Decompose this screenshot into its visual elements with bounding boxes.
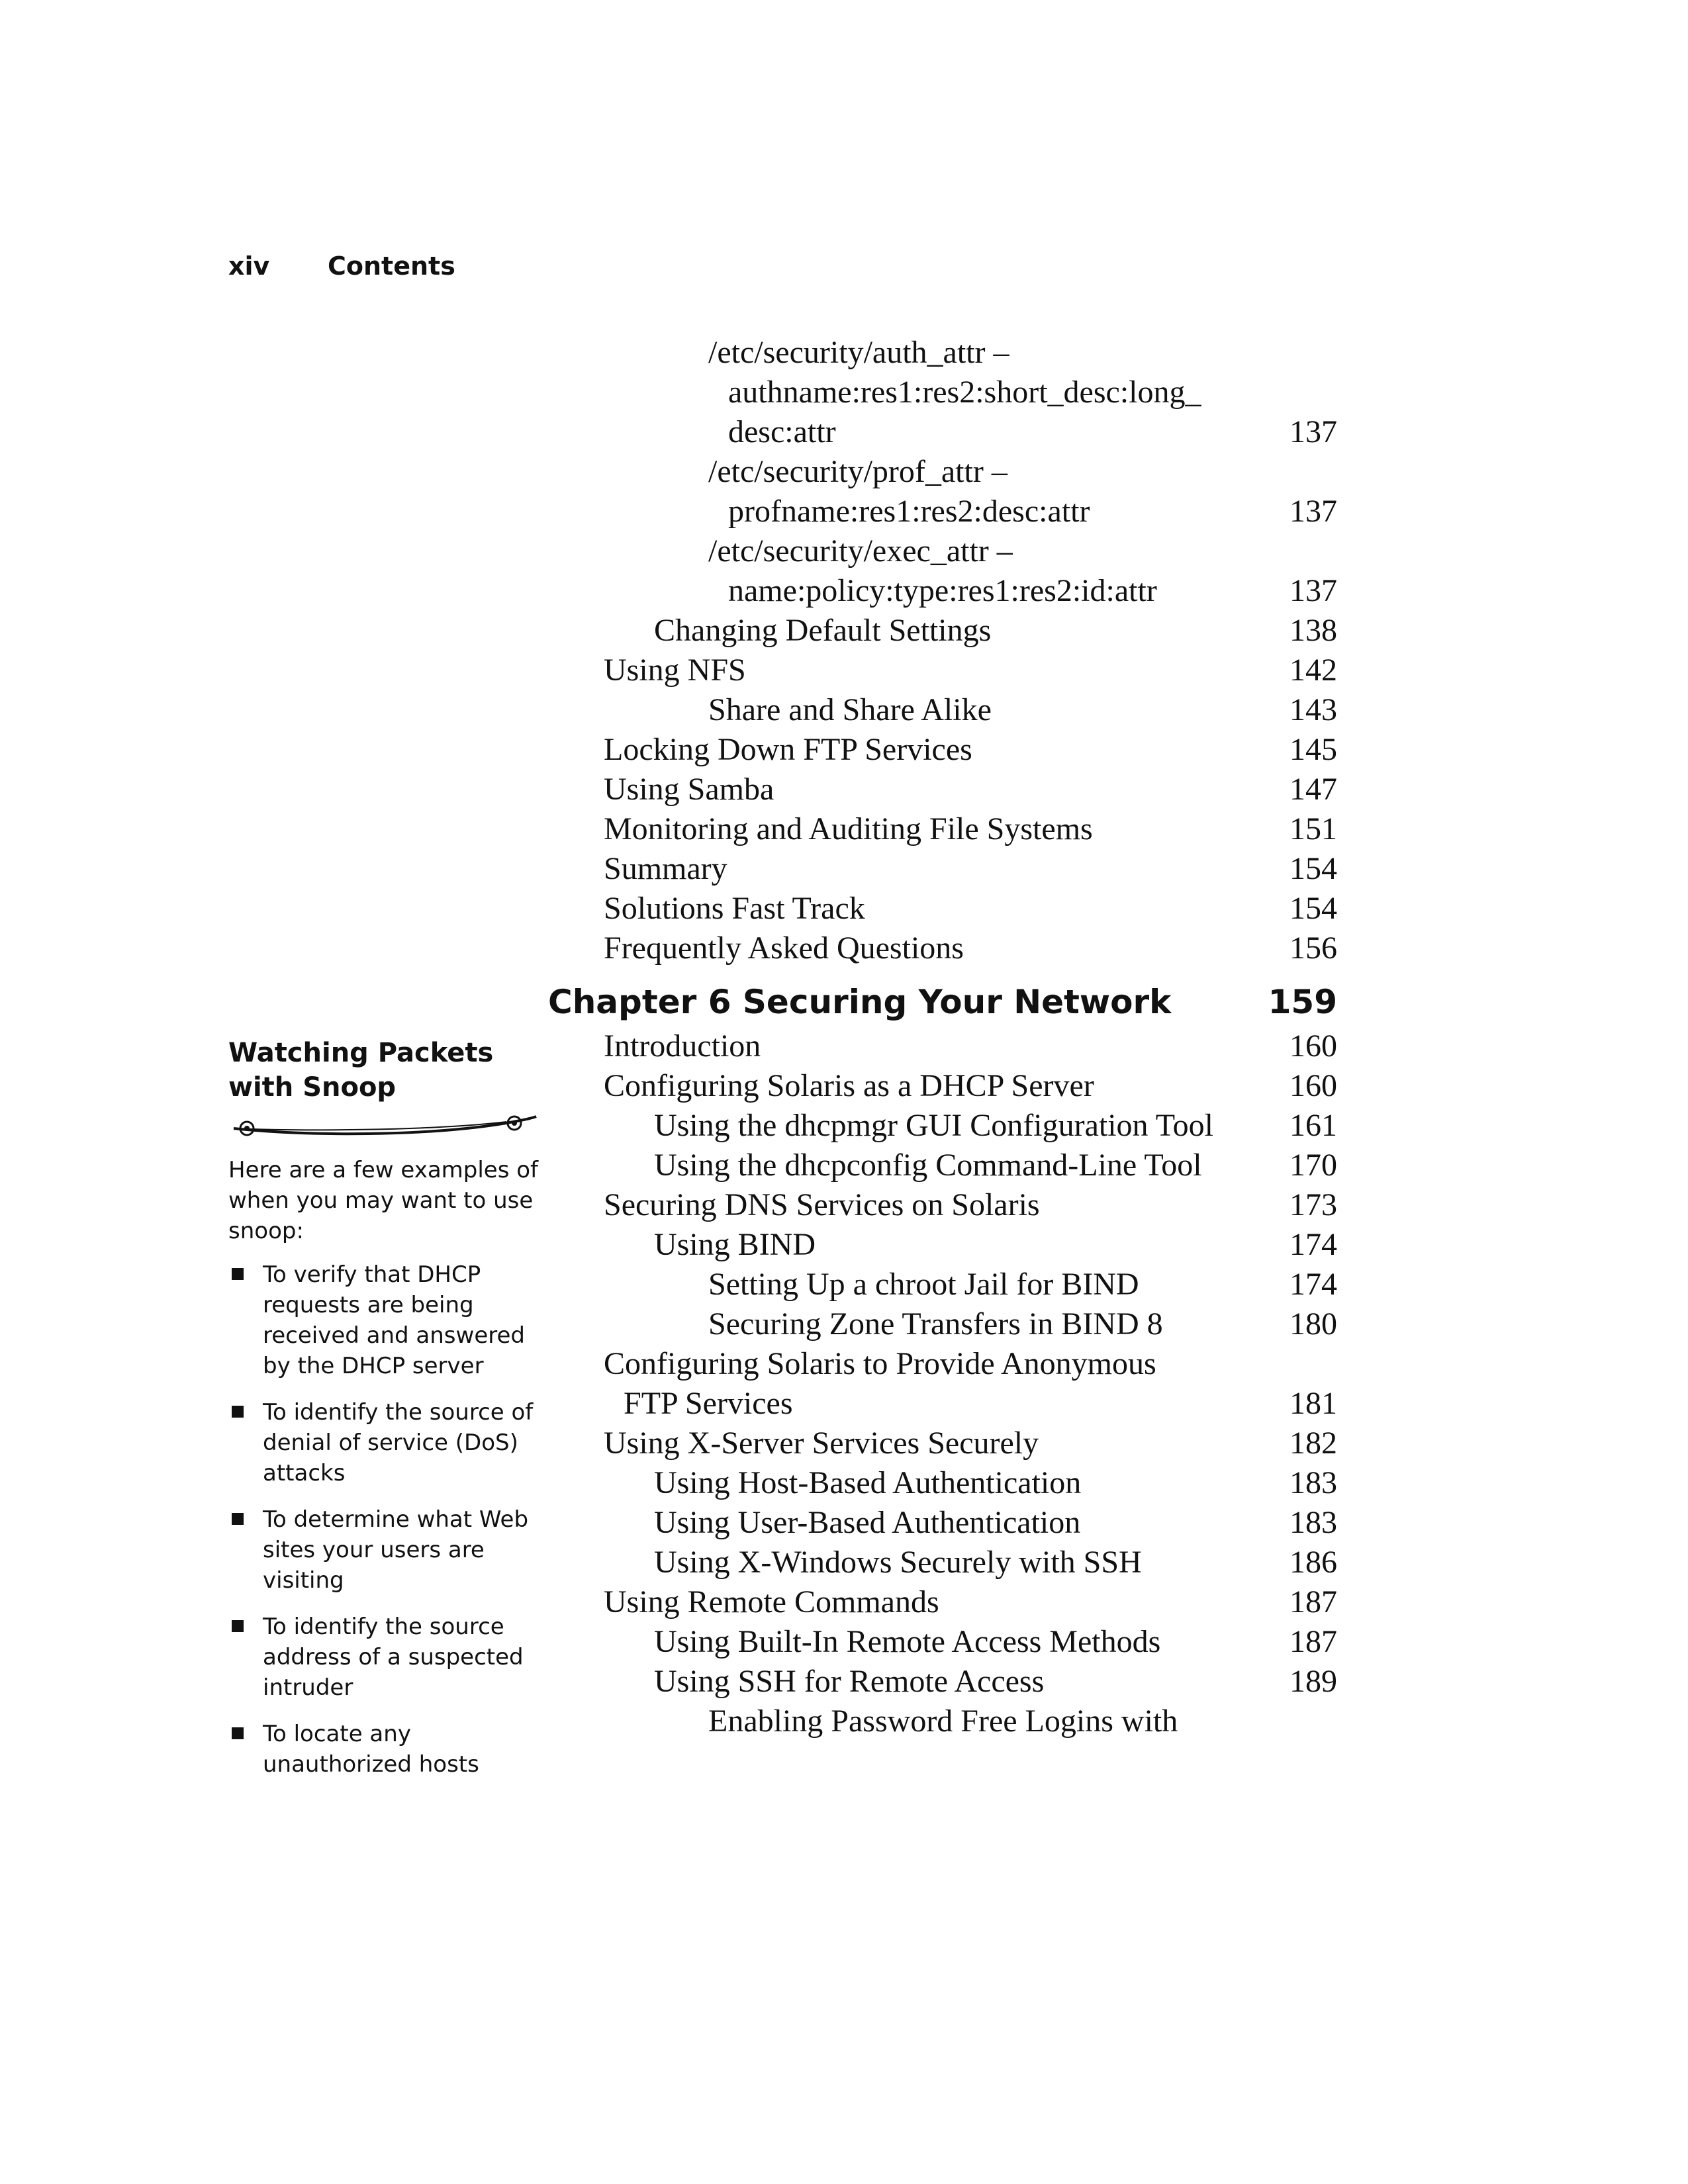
toc-entry: Using User-Based Authentication 183	[654, 1505, 1337, 1540]
toc-entry: Introduction 160	[604, 1028, 1337, 1064]
toc-entry: Using Built-In Remote Access Methods 187	[654, 1624, 1337, 1659]
toc-entry: FTP Services 181	[624, 1386, 1337, 1421]
toc-chapter-heading: Chapter 6 Securing Your Network 159	[548, 983, 1337, 1021]
toc-entry: name:policy:type:res1:res2:id:attr 137	[728, 573, 1337, 608]
toc-entry: Configuring Solaris to Provide Anonymous	[604, 1346, 1156, 1381]
toc-entry: Using Samba 147	[604, 772, 1337, 807]
list-item: To locate any unauthorized hosts	[228, 1719, 541, 1780]
toc-entry: Solutions Fast Track 154	[604, 891, 1337, 926]
toc-entry: Enabling Password Free Logins with	[708, 1704, 1178, 1739]
toc-entry: /etc/security/exec_attr –	[708, 533, 1013, 569]
toc-entry: Monitoring and Auditing File Systems 151	[604, 811, 1337, 846]
list-item: To identify the source of denial of service (DoS) attacks	[228, 1397, 541, 1488]
running-header-title: Contents	[328, 251, 455, 281]
toc-entry: Using BIND 174	[654, 1227, 1337, 1262]
swash-ornament	[228, 1114, 539, 1140]
toc-entry: Using SSH for Remote Access 189	[654, 1664, 1337, 1699]
toc-entry: /etc/security/prof_attr –	[708, 454, 1008, 489]
toc-entry: Using NFS 142	[604, 653, 1337, 688]
page-number: xiv	[228, 251, 270, 281]
running-header	[228, 251, 455, 281]
list-item: To verify that DHCP requests are being received and answered by the DHCP server	[228, 1259, 541, 1381]
square-bullet-icon	[232, 1406, 244, 1418]
toc-entry: Summary 154	[604, 851, 1337, 886]
list-item: To identify the source address of a suspected intruder	[228, 1612, 541, 1703]
square-bullet-icon	[232, 1727, 244, 1739]
toc-entry: /etc/security/auth_attr –	[708, 335, 1009, 370]
toc-entry: Using the dhcpconfig Command-Line Tool 170	[654, 1148, 1337, 1183]
toc-entry: Locking Down FTP Services 145	[604, 732, 1337, 767]
toc-entry: authname:res1:res2:short_desc:long_	[728, 375, 1201, 410]
sidebar-title: Watching Packets with Snoop	[228, 1038, 494, 1103]
sidebar-intro: Here are a few examples of when you may want to use snoop:	[228, 1157, 539, 1244]
toc-entry: Using Host-Based Authentication 183	[654, 1465, 1337, 1500]
toc-entry: Changing Default Settings 138	[654, 613, 1337, 648]
toc-entry: Using X-Windows Securely with SSH 186	[654, 1545, 1337, 1580]
toc-entry: Configuring Solaris as a DHCP Server 160	[604, 1068, 1337, 1103]
toc-entry: Securing Zone Transfers in BIND 8 180	[708, 1306, 1337, 1342]
square-bullet-icon	[232, 1268, 244, 1280]
list-item: To determine what Web sites your users are visiting	[228, 1504, 541, 1596]
toc-entry: desc:attr 137	[728, 414, 1337, 449]
square-bullet-icon	[232, 1513, 244, 1525]
toc-entry: Using X-Server Services Securely 182	[604, 1426, 1337, 1461]
toc-entry: Securing DNS Services on Solaris 173	[604, 1187, 1337, 1222]
toc-entry: Frequently Asked Questions 156	[604, 931, 1337, 966]
toc-entry: Using the dhcpmgr GUI Configuration Tool 161	[654, 1108, 1337, 1143]
square-bullet-icon	[232, 1620, 244, 1632]
toc-entry: Using Remote Commands 187	[604, 1584, 1337, 1619]
toc-entry: profname:res1:res2:desc:attr 137	[728, 494, 1337, 529]
toc-entry: Setting Up a chroot Jail for BIND 174	[708, 1267, 1337, 1302]
sidebar-note	[228, 1036, 539, 1796]
sidebar-list	[228, 1259, 539, 1780]
toc-entry: Share and Share Alike 143	[708, 692, 1337, 727]
